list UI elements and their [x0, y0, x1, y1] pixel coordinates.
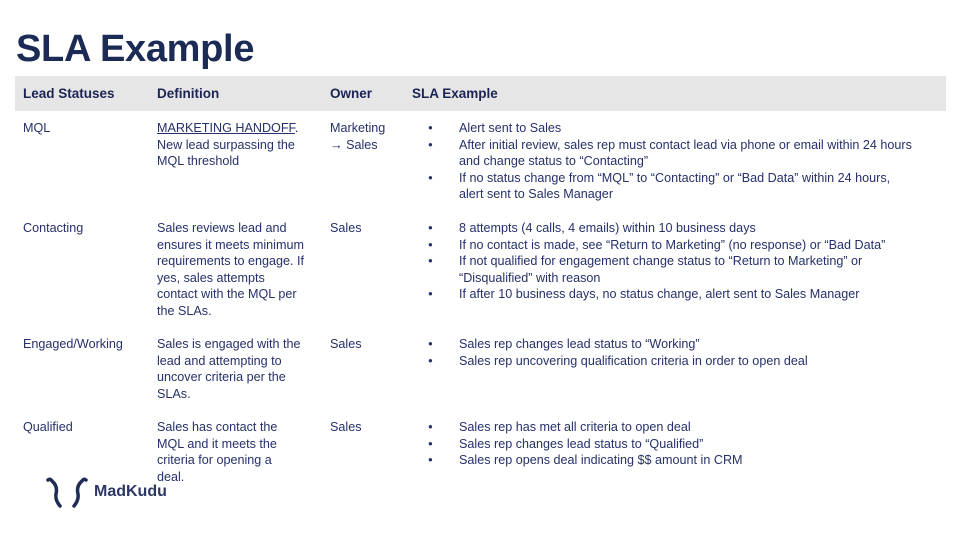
page-title: SLA Example — [16, 28, 255, 70]
sla-item: ● Alert sent to Sales — [428, 120, 916, 137]
lead-status: MQL — [23, 121, 51, 135]
header-definition: Definition — [157, 86, 220, 101]
logo-text: MadKudu — [94, 483, 167, 500]
sla-list — [428, 220, 928, 303]
sla-item: ● Sales rep has met all criteria to open deal — [428, 419, 928, 436]
table-header — [15, 76, 946, 111]
sla-list — [428, 336, 928, 369]
header-owner: Owner — [330, 86, 373, 101]
sla-item: ● If not qualified for engagement change status to “Return to Marketing” or “Disqualified” with reason — [428, 253, 928, 286]
sla-item: ● Sales rep opens deal indicating $$ amount in CRM — [428, 452, 928, 469]
definition-text: . New lead surpassing the MQL threshold — [157, 121, 299, 169]
sla-item: ● 8 attempts (4 calls, 4 emails) within 10 business days — [428, 220, 928, 237]
definition: Sales reviews lead and ensures it meets minimum requirements to engage. If yes, sales attempts contact with the MQL per the SLAs. — [157, 221, 305, 318]
definition: Sales is engaged with the lead and attempting to uncover criteria per the SLAs. — [157, 337, 301, 401]
sla-item: ● Sales rep changes lead status to “Working” — [428, 336, 928, 353]
sla-list — [428, 120, 916, 203]
sla-item: ● Sales rep changes lead status to “Qualified” — [428, 436, 928, 453]
owner: Sales — [330, 337, 362, 351]
header-lead-statuses: Lead Statuses — [23, 86, 115, 101]
owner: Marketing → Sales — [330, 121, 386, 152]
sla-item: ● If after 10 business days, no status change, alert sent to Sales Manager — [428, 286, 928, 303]
sla-item: ● Sales rep uncovering qualification criteria in order to open deal — [428, 353, 928, 370]
owner: Sales — [330, 420, 362, 434]
sla-item: ● After initial review, sales rep must contact lead via phone or email within 24 hours and change status to “Contacting” — [428, 137, 916, 170]
definition — [157, 120, 317, 170]
owner: Sales — [330, 221, 362, 235]
kudu-horns-icon — [46, 476, 88, 508]
lead-status: Qualified — [23, 420, 73, 434]
definition: Sales has contact the MQL and it meets the criteria for opening a deal. — [157, 420, 278, 484]
header-sla-example: SLA Example — [412, 86, 498, 101]
marketing-handoff-link[interactable]: MARKETING HANDOFF — [157, 121, 295, 135]
sla-list — [428, 419, 928, 469]
sla-item: ● If no status change from “MQL” to “Contacting” or “Bad Data” within 24 hours, alert sent to Sales Manager — [428, 170, 916, 203]
lead-status: Contacting — [23, 221, 84, 235]
madkudu-logo — [46, 476, 167, 508]
sla-item: ● If no contact is made, see “Return to Marketing” (no response) or “Bad Data” — [428, 237, 928, 254]
lead-status: Engaged/Working — [23, 337, 123, 351]
